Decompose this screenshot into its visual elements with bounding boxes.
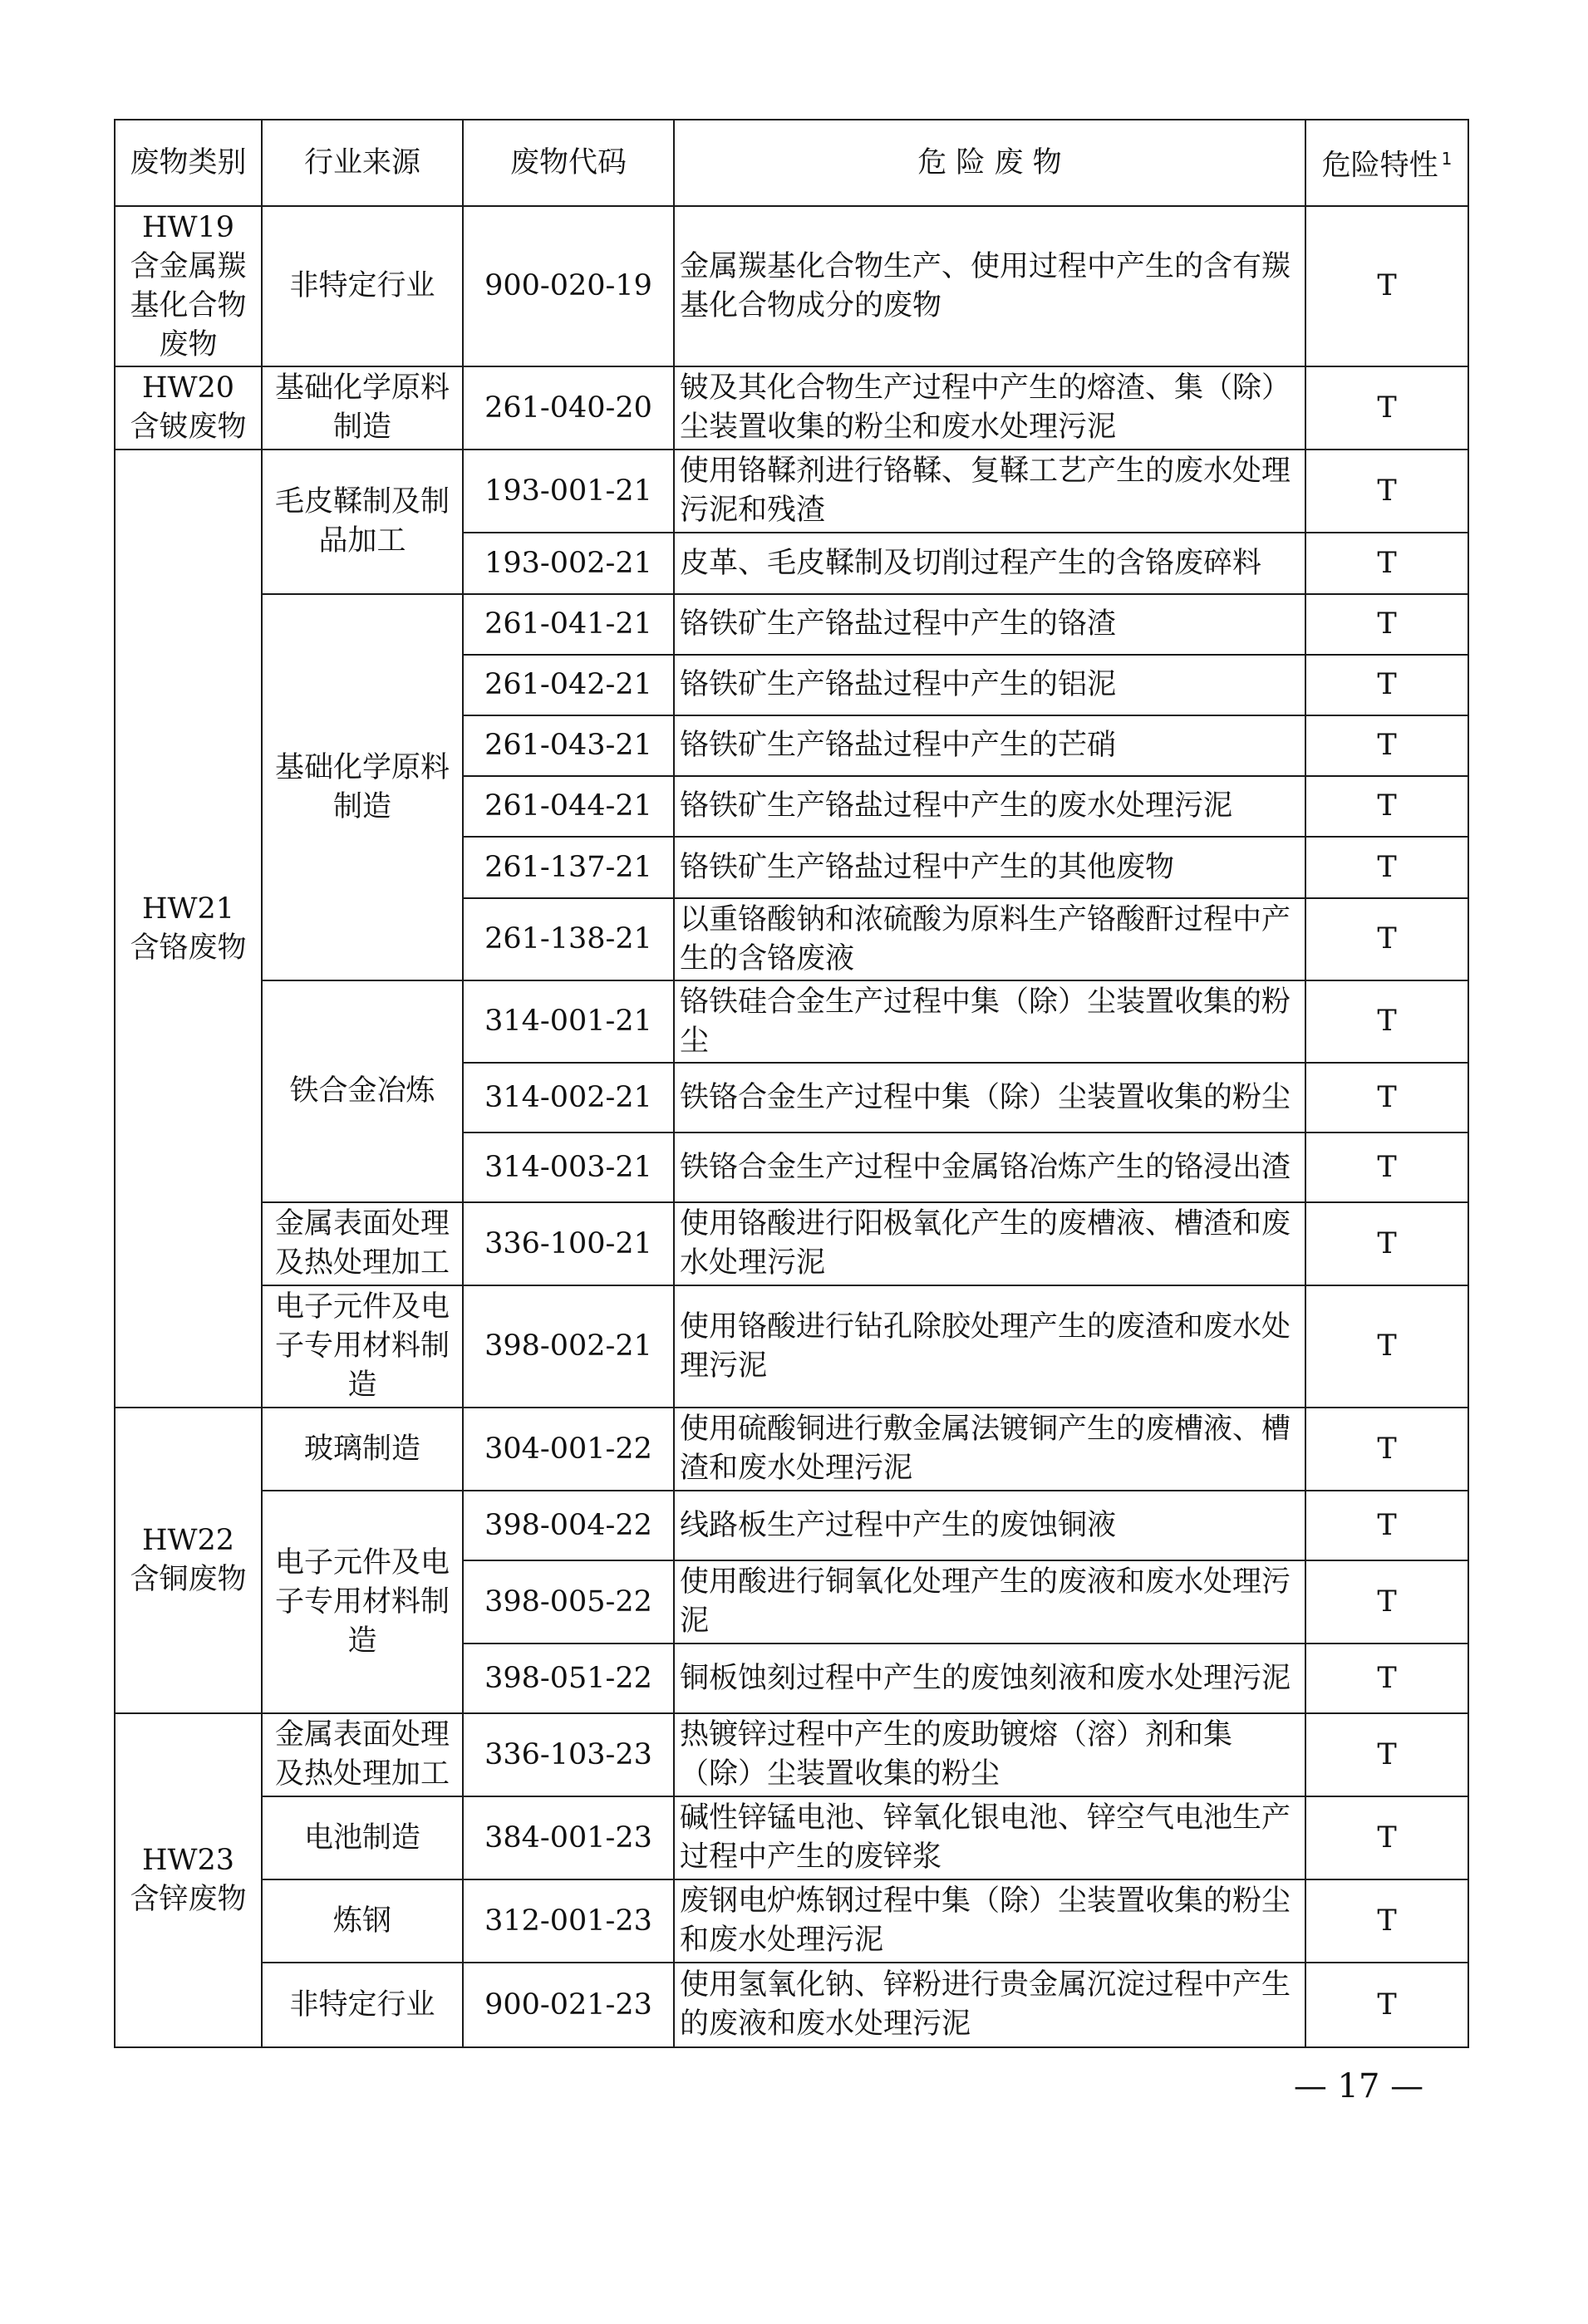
waste-category-cell-line: 含铬废物: [130, 931, 247, 965]
waste-code-cell: 261-041-21: [463, 594, 674, 655]
waste-description-cell: 铬铁矿生产铬盐过程中产生的其他废物: [674, 837, 1305, 898]
waste-category-cell-line: 废物: [159, 327, 218, 361]
header-industry: 行业来源: [262, 120, 463, 206]
industry-source-cell-line: 及热处理加工: [274, 1246, 450, 1280]
industry-source-cell-line: 玻璃制造: [303, 1432, 420, 1466]
waste-code-cell: 261-138-21: [463, 898, 674, 980]
table-row: [115, 1202, 1468, 1285]
waste-category-cell: [115, 206, 262, 366]
industry-source-cell-line: 制造: [332, 410, 391, 444]
industry-source-cell: [262, 1713, 463, 1796]
industry-source-cell-line: 电池制造: [303, 1820, 420, 1855]
waste-description-cell: 铬铁硅合金生产过程中集（除）尘装置收集的粉尘: [674, 980, 1305, 1063]
waste-description-cell: 使用铬酸进行阳极氧化产生的废槽液、槽渣和废水处理污泥: [674, 1202, 1305, 1285]
header-hazard-footnote: 1: [1441, 149, 1453, 170]
hazard-property-cell: T: [1305, 1408, 1468, 1491]
industry-source-cell-line: 非特定行业: [289, 269, 435, 302]
industry-source-cell-line: 毛皮鞣制及制: [274, 485, 450, 518]
waste-description-cell: 使用硫酸铜进行敷金属法镀铜产生的废槽液、槽渣和废水处理污泥: [674, 1408, 1305, 1491]
waste-category-cell-line: HW21: [141, 892, 235, 926]
hazard-property-cell: T: [1305, 898, 1468, 980]
waste-category-cell-line: HW20: [141, 371, 235, 405]
table-row: [115, 450, 1468, 533]
waste-code-cell: 336-100-21: [463, 1202, 674, 1285]
waste-code-cell: 261-042-21: [463, 655, 674, 715]
industry-source-cell: [262, 1285, 463, 1408]
hazard-property-cell: T: [1305, 1644, 1468, 1713]
header-category: 废物类别: [115, 120, 262, 206]
waste-code-cell: 398-004-22: [463, 1491, 674, 1560]
waste-description-cell: 使用铬酸进行钻孔除胶处理产生的废渣和废水处理污泥: [674, 1285, 1305, 1408]
page-number: — 17 —: [1293, 2067, 1424, 2105]
waste-code-cell: 398-002-21: [463, 1285, 674, 1408]
waste-description-cell: 碱性锌锰电池、锌氧化银电池、锌空气电池生产过程中产生的废锌浆: [674, 1796, 1305, 1879]
hazard-property-cell: T: [1305, 1285, 1468, 1408]
waste-code-cell: 384-001-23: [463, 1796, 674, 1879]
industry-source-cell-line: 金属表面处理: [274, 1207, 450, 1241]
hazard-property-cell: T: [1305, 776, 1468, 837]
waste-code-cell: 336-103-23: [463, 1713, 674, 1796]
waste-code-cell: 304-001-22: [463, 1408, 674, 1491]
hazard-property-cell: T: [1305, 1713, 1468, 1796]
waste-category-cell-line: HW19: [141, 210, 235, 244]
hazard-property-cell: T: [1305, 1796, 1468, 1879]
industry-source-cell: [262, 1796, 463, 1879]
industry-source-cell-line: 及热处理加工: [274, 1757, 450, 1791]
industry-source-cell-line: 电子元件及电: [274, 1290, 450, 1324]
hazard-property-cell: T: [1305, 1879, 1468, 1963]
industry-source-cell: [262, 1491, 463, 1713]
waste-description-cell: 热镀锌过程中产生的废助镀熔（溶）剂和集（除）尘装置收集的粉尘: [674, 1713, 1305, 1796]
industry-source-cell-line: 基础化学原料: [274, 750, 450, 784]
hazard-property-cell: T: [1305, 1963, 1468, 2047]
waste-description-cell: 金属羰基化合物生产、使用过程中产生的含有羰基化合物成分的废物: [674, 206, 1305, 366]
waste-code-cell: 261-137-21: [463, 837, 674, 898]
waste-description-cell: 废钢电炉炼钢过程中集（除）尘装置收集的粉尘和废水处理污泥: [674, 1879, 1305, 1963]
industry-source-cell: [262, 366, 463, 450]
table-row: [115, 980, 1468, 1063]
waste-description-cell: 以重铬酸钠和浓硫酸为原料生产铬酸酐过程中产生的含铬废液: [674, 898, 1305, 980]
industry-source-cell-line: 制造: [332, 789, 391, 823]
waste-category-cell: [115, 366, 262, 450]
header-hazard-label: 危险特性: [1321, 149, 1438, 183]
hazard-property-cell: T: [1305, 533, 1468, 594]
waste-description-cell: 铁铬合金生产过程中金属铬冶炼产生的铬浸出渣: [674, 1133, 1305, 1202]
waste-code-cell: 312-001-23: [463, 1879, 674, 1963]
waste-category-cell-line: 含铜废物: [130, 1563, 247, 1596]
hazard-property-cell: T: [1305, 837, 1468, 898]
waste-description-cell: 铬铁矿生产铬盐过程中产生的铬渣: [674, 594, 1305, 655]
table-row: [115, 206, 1468, 366]
industry-source-cell-line: 铁合金冶炼: [289, 1074, 435, 1108]
industry-source-cell-line: 电子元件及电: [274, 1545, 450, 1580]
hazard-property-cell: T: [1305, 450, 1468, 533]
waste-category-cell-line: HW22: [141, 1524, 235, 1557]
hazard-property-cell: T: [1305, 980, 1468, 1063]
industry-source-cell-line: 品加工: [318, 524, 406, 558]
industry-source-cell-line: 子专用材料制: [274, 1585, 450, 1619]
industry-source-cell: [262, 1963, 463, 2047]
industry-source-cell-line: 非特定行业: [289, 1987, 435, 2022]
waste-code-cell: 193-001-21: [463, 450, 674, 533]
waste-description-cell: 皮革、毛皮鞣制及切削过程产生的含铬废碎料: [674, 533, 1305, 594]
industry-source-cell: [262, 450, 463, 594]
hazardous-waste-table: [114, 119, 1469, 2048]
hazard-property-cell: T: [1305, 1560, 1468, 1644]
waste-description-cell: 铬铁矿生产铬盐过程中产生的废水处理污泥: [674, 776, 1305, 837]
table-header-row: [115, 120, 1468, 206]
table-row: [115, 1963, 1468, 2047]
waste-description-cell: 使用酸进行铜氧化处理产生的废液和废水处理污泥: [674, 1560, 1305, 1644]
waste-description-cell: 使用氢氧化钠、锌粉进行贵金属沉淀过程中产生的废液和废水处理污泥: [674, 1963, 1305, 2047]
hazard-property-cell: T: [1305, 715, 1468, 776]
waste-description-cell: 使用铬鞣剂进行铬鞣、复鞣工艺产生的废水处理污泥和残渣: [674, 450, 1305, 533]
waste-description-cell: 铍及其化合物生产过程中产生的熔渣、集（除）尘装置收集的粉尘和废水处理污泥: [674, 366, 1305, 450]
waste-category-cell: [115, 450, 262, 1408]
header-hazard: [1305, 120, 1468, 206]
hazard-property-cell: T: [1305, 366, 1468, 450]
waste-category-cell-line: 基化合物: [130, 288, 247, 322]
waste-category-cell-line: 含金属羰: [130, 249, 247, 283]
hazard-property-cell: T: [1305, 594, 1468, 655]
table-row: [115, 594, 1468, 655]
industry-source-cell: [262, 1408, 463, 1491]
industry-source-cell-line: 造: [347, 1624, 377, 1658]
header-code: 废物代码: [463, 120, 674, 206]
industry-source-cell-line: 金属表面处理: [274, 1718, 450, 1752]
waste-code-cell: 314-001-21: [463, 980, 674, 1063]
table-row: [115, 1491, 1468, 1560]
hazard-property-cell: T: [1305, 1063, 1468, 1133]
industry-source-cell: [262, 206, 463, 366]
waste-category-cell-line: 含锌废物: [130, 1883, 247, 1916]
industry-source-cell: [262, 1879, 463, 1963]
waste-code-cell: 261-040-20: [463, 366, 674, 450]
table-row: [115, 366, 1468, 450]
waste-code-cell: 900-021-23: [463, 1963, 674, 2047]
waste-description-cell: 铜板蚀刻过程中产生的废蚀刻液和废水处理污泥: [674, 1644, 1305, 1713]
waste-code-cell: 193-002-21: [463, 533, 674, 594]
waste-category-cell: [115, 1713, 262, 2047]
industry-source-cell: [262, 1202, 463, 1285]
waste-code-cell: 398-051-22: [463, 1644, 674, 1713]
hazard-property-cell: T: [1305, 655, 1468, 715]
industry-source-cell-line: 子专用材料制: [274, 1329, 450, 1363]
waste-code-cell: 900-020-19: [463, 206, 674, 366]
waste-description-cell: 铬铁矿生产铬盐过程中产生的铝泥: [674, 655, 1305, 715]
table-row: [115, 1879, 1468, 1963]
waste-category-cell: [115, 1408, 262, 1713]
table-row: [115, 1408, 1468, 1491]
hazard-property-cell: T: [1305, 206, 1468, 366]
waste-code-cell: 261-043-21: [463, 715, 674, 776]
industry-source-cell-line: 造: [347, 1368, 377, 1402]
hazard-property-cell: T: [1305, 1133, 1468, 1202]
industry-source-cell-line: 炼钢: [332, 1904, 391, 1938]
waste-description-cell: 线路板生产过程中产生的废蚀铜液: [674, 1491, 1305, 1560]
waste-code-cell: 314-003-21: [463, 1133, 674, 1202]
waste-code-cell: 398-005-22: [463, 1560, 674, 1644]
industry-source-cell-line: 基础化学原料: [274, 371, 450, 405]
waste-code-cell: 314-002-21: [463, 1063, 674, 1133]
table-row: [115, 1796, 1468, 1879]
industry-source-cell: [262, 594, 463, 980]
hazard-property-cell: T: [1305, 1491, 1468, 1560]
hazard-property-cell: T: [1305, 1202, 1468, 1285]
header-waste: 危 险 废 物: [674, 120, 1305, 206]
waste-category-cell-line: HW23: [141, 1844, 235, 1877]
waste-code-cell: 261-044-21: [463, 776, 674, 837]
waste-category-cell-line: 含铍废物: [130, 410, 247, 444]
table-row: [115, 1285, 1468, 1408]
table-row: [115, 1713, 1468, 1796]
waste-description-cell: 铬铁矿生产铬盐过程中产生的芒硝: [674, 715, 1305, 776]
industry-source-cell: [262, 980, 463, 1202]
waste-description-cell: 铁铬合金生产过程中集（除）尘装置收集的粉尘: [674, 1063, 1305, 1133]
